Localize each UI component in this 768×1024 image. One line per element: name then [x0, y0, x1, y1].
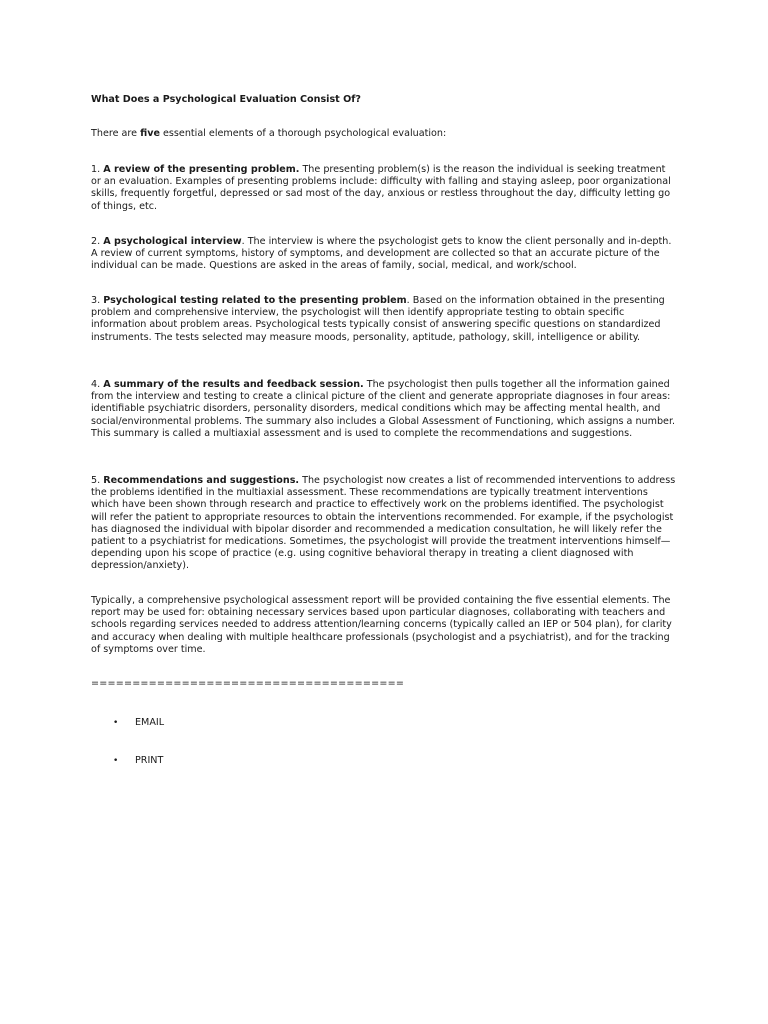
element-body: The psychologist then pulls together all the information gained from the interview and testing to create a clinical picture of the client and generate appropriate diagnoses in four areas: identifiable psychiatric disorders, personality disorders, medical conditions which may be affecting mental health, and social/environmental problems. The summary also includes a Global Assessment of Functioning, which assigns a number. This summary is called a multiaxial assessment and is used to complete the recommendations and suggestions. — [91, 379, 676, 439]
element-number: 1. — [91, 164, 104, 175]
element-heading: A psychological interview — [103, 236, 242, 247]
email-link-label: EMAIL — [135, 717, 165, 728]
element-paragraph-3 — [91, 295, 677, 344]
element-number: 3. — [91, 295, 104, 306]
element-number: 4. — [91, 379, 104, 390]
closing-paragraph: Typically, a comprehensive psychological assessment report will be provided containing the five essential elements. The report may be used for: obtaining necessary services based upon particular diagnoses, collaborating with teachers and schools regarding services needed to address attention/learning concerns (typically called an IEP or 504 plan), for clarity and accuracy when dealing with multiple healthcare professionals (psychologist and a psychiatrist), and for the tracking of symptoms over time. — [91, 595, 672, 655]
intro-text-end: essential elements of a thorough psychological evaluation: — [159, 128, 447, 139]
element-heading: Recommendations and suggestions. — [103, 475, 300, 486]
element-heading: Psychological testing related to the presenting problem — [103, 295, 407, 306]
print-link[interactable] — [113, 755, 163, 767]
element-paragraph-1 — [91, 164, 677, 213]
email-link[interactable] — [113, 717, 164, 729]
separator-line: ====================================== — [91, 678, 405, 689]
element-heading: A summary of the results and feedback session. — [103, 379, 364, 390]
element-body: The presenting problem(s) is the reason the individual is seeking treatment or an evaluation. Examples of presenting problems include: difficulty with falling and staying asleep, poor organizational skills, frequently forgetful, depressed or sad most of the day, anxious or restless throughout the day, difficulty letting go of things, etc. — [91, 164, 671, 212]
print-link-label: PRINT — [135, 755, 164, 766]
intro-paragraph — [91, 128, 677, 140]
element-body: The psychologist now creates a list of recommended interventions to address the problems identified in the multiaxial assessment. These recommendations are typically treatment interventions which have been shown through research and practice to effectively work on the problems identified. The psychologist will refer the patient to appropriate resources to obtain the interventions recommended. For example, if the psychologist has diagnosed the individual with bipolar disorder and recommended a medication consultation, he will likely refer the patient to a psychiatrist for medications. Sometimes, the psychologist will provide the treatment interventions himself—depending upon his scope of practice (e.g. using cognitive behavioral therapy in treating a client diagnosed with depression/anxiety). — [91, 475, 676, 572]
element-paragraph-5 — [91, 475, 677, 573]
element-body: . Based on the information obtained in the presenting problem and comprehensive interview, the psychologist will then identify appropriate testing to obtain specific information about problem areas. Psychological tests typically consist of answering specific questions on standardized instruments. The tests selected may measure moods, personality, aptitude, pathology, skill, intelligence or ability. — [91, 295, 665, 343]
bullet-icon: • — [113, 718, 119, 728]
element-paragraph-2 — [91, 236, 677, 273]
element-body: . The interview is where the psychologist gets to know the client personally and in-depth. A review of current symptoms, history of symptoms, and development are collected so that an accurate picture of the individual can be made. Questions are asked in the areas of family, social, medical, and work/school. — [91, 236, 672, 272]
element-paragraph-4 — [91, 379, 677, 440]
intro-emphasis: five — [140, 128, 160, 139]
element-heading: A review of the presenting problem. — [103, 164, 300, 175]
intro-text-start: There are — [91, 128, 141, 139]
bullet-icon: • — [113, 756, 119, 766]
element-number: 2. — [91, 236, 104, 247]
document-title: What Does a Psychological Evaluation Consist Of? — [91, 94, 361, 105]
element-number: 5. — [91, 475, 104, 486]
